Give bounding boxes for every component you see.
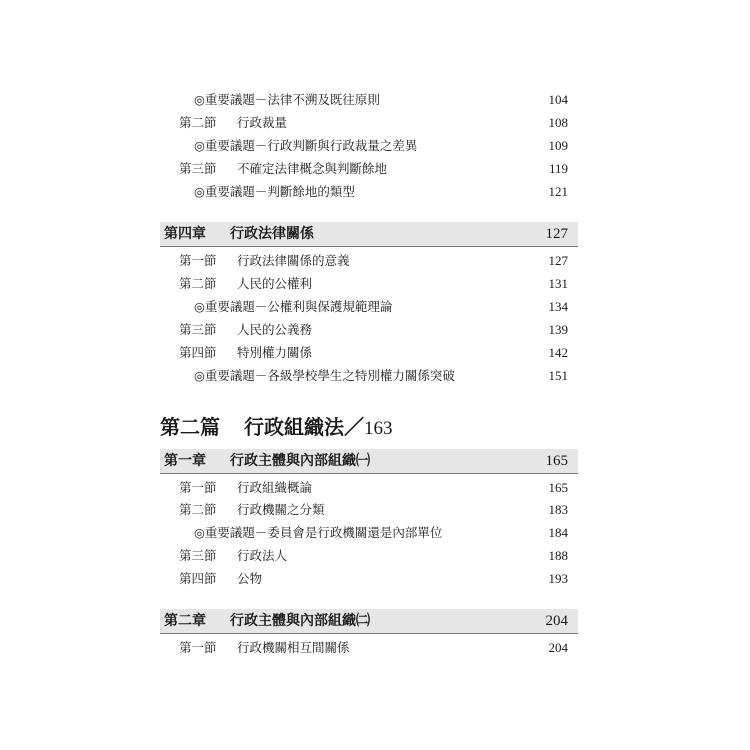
toc-entry-page: 104 [548,92,568,107]
toc-entry-page: 139 [548,322,568,337]
toc-entry-page: 119 [548,161,568,176]
chapter-heading [160,609,578,634]
toc-entry-title: 不確定法律概念與判斷餘地 [237,161,388,176]
toc-entry-page: 151 [548,368,568,383]
section-label: 第一節 [179,253,217,268]
section-label: 第三節 [179,322,217,337]
toc-entry-title: 行政法律關係的意義 [237,253,350,268]
toc-entry-page: 127 [548,253,568,268]
toc-entry-page: 109 [548,138,568,153]
toc-entry-title: ◎重要議題－判斷餘地的類型 [194,184,355,199]
part-page: 163 [364,418,393,439]
chapter-page: 204 [545,613,568,629]
chapter-page: 165 [545,453,568,469]
section-label: 第二節 [179,276,217,291]
toc-entry-page: 184 [548,525,568,540]
toc-entry-title: ◎重要議題－各級學校學生之特別權力關係突破 [194,368,455,383]
part-title: 行政組織法／ [244,415,364,439]
section-label: 第三節 [179,161,217,176]
toc-entry-page: 142 [548,345,568,360]
toc-entry-page: 131 [548,276,568,291]
toc-entry-title: 行政裁量 [237,115,288,130]
toc-entry-page: 165 [548,480,568,495]
chapter-label: 第一章 [164,453,206,469]
toc-entry-page: 108 [548,115,568,130]
part-label: 第二篇 [160,415,220,439]
toc-entry-title: 行政組織概論 [237,480,313,495]
chapter-label: 第二章 [164,613,206,629]
toc-entry-title: 行政機關之分類 [237,502,325,517]
toc-entry-title: 人民的公義務 [237,322,313,337]
chapter-heading [160,222,578,247]
toc-entry-title: 特別權力關係 [237,345,313,360]
chapter-title: 行政主體與內部組織㈡ [230,613,370,629]
toc-entry-title: ◎重要議題－法律不溯及既往原則 [194,92,380,107]
toc-entry-title: 人民的公權利 [237,276,313,291]
toc-entry-page: 183 [548,502,568,517]
part-heading [160,414,578,442]
toc-entry-title: ◎重要議題－委員會是行政機關還是內部單位 [194,525,443,540]
toc-entry-page: 193 [548,571,568,586]
toc-entry-title: ◎重要議題－行政判斷與行政裁量之差異 [194,138,418,153]
section-label: 第二節 [179,502,217,517]
section-label: 第二節 [179,115,217,130]
chapter-page: 127 [545,226,568,242]
toc-entry-title: 行政機關相互間關係 [237,640,350,655]
toc-entry-title: 行政法人 [237,548,288,563]
section-label: 第四節 [179,571,217,586]
toc-entry-page: 188 [548,548,568,563]
toc-entry-page: 134 [548,299,568,314]
chapter-title: 行政法律關係 [230,226,314,242]
toc-entry-title: 公物 [237,571,263,586]
toc-entry-page: 121 [548,184,568,199]
toc-entry-page: 204 [548,640,568,655]
chapter-label: 第四章 [164,226,206,242]
chapter-heading [160,449,578,474]
section-label: 第三節 [179,548,217,563]
section-label: 第一節 [179,640,217,655]
section-label: 第一節 [179,480,217,495]
chapter-title: 行政主體與內部組織㈠ [230,453,370,469]
toc-entry-title: ◎重要議題－公權利與保護規範理論 [194,299,393,314]
section-label: 第四節 [179,345,217,360]
